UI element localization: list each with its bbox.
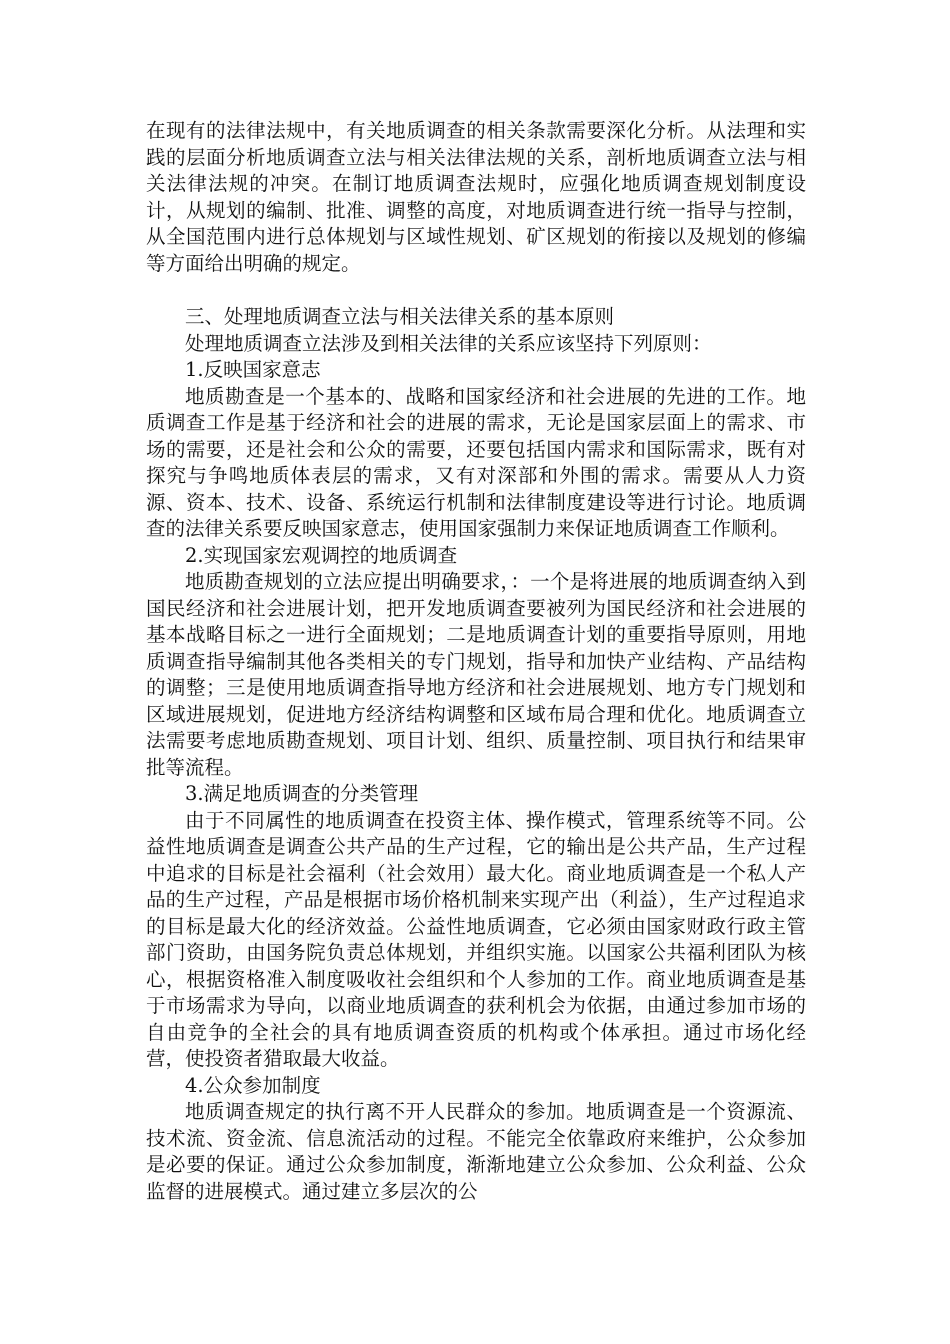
item-2-heading: 2.实现国家宏观调控的地质调查 bbox=[185, 543, 458, 567]
section-lead: 处理地质调查立法涉及到相关法律的关系应该坚持下列原则： bbox=[185, 331, 712, 355]
item-4-heading: 4.公众参加制度 bbox=[185, 1073, 321, 1097]
document-page bbox=[146, 118, 806, 1205]
item-1-body: 地质勘查是一个基本的、战略和国家经济和社会进展的先进的工作。地质调查工作是基于经济和社会的进展的需求，无论是国家层面上的需求、市场的需要，还是社会和公众的需要，还要包括国内需求和国际需求，既有对探究与争鸣地质体表层的需求，又有对深部和外围的需求。需要从人力资源、资本、技术、设备、系统运行机制和法律制度建设等进行讨论。地质调查的法律关系要反映国家意志，使用国家强制力来保证地质调查工作顺利。 bbox=[146, 384, 806, 540]
item-3-heading: 3.满足地质调查的分类管理 bbox=[185, 782, 419, 805]
intro-paragraph: 在现有的法律法规中，有关地质调查的相关条款需要深化分析。从法理和实践的层面分析地质调查立法与相关法律法规的关系，剖析地质调查立法与相关法律法规的冲突。在制订地质调查法规时，应强化地质调查规划制度设计，从规划的编制、批准、调整的高度，对地质调查进行统一指导与控制，从全国范围内进行总体规划与区域性规划、矿区规划的衔接以及规划的修编等方面给出明确的规定。 bbox=[146, 119, 806, 275]
section-heading: 三、处理地质调查立法与相关法律关系的基本原则 bbox=[185, 305, 615, 328]
paragraph-spacer bbox=[146, 277, 806, 304]
item-2-body: 地质勘查规划的立法应提出明确要求，：一个是将进展的地质调查纳入到国民经济和社会进展计划，把开发地质调查要被列为国民经济和社会进展的基本战略目标之一进行全面规划；二是地质调查计划的重要指导原则，用地质调查指导编制其他各类相关的专门规划，指导和加快产业结构、产品结构的调整；三是使用地质调查指导地方经济和社会进展规划、地方专门规划和区域进展规划，促进地方经济结构调整和区域布局合理和优化。地质调查立法需要考虑地质勘查规划、项目计划、组织、质量控制、项目执行和结果审批等流程。 bbox=[146, 570, 806, 779]
item-1-heading: 1.反映国家意志 bbox=[185, 358, 321, 381]
item-4-body: 地质调查规定的执行离不开人民群众的参加。地质调查是一个资源流、技术流、资金流、信息流活动的过程。不能完全依靠政府来维护，公众参加是必要的保证。通过公众参加制度，渐渐地建立公众参加、公众利益、公众监督的进展模式。通过建立多层次的公 bbox=[146, 1100, 806, 1203]
item-3-body: 由于不同属性的地质调查在投资主体、操作模式，管理系统等不同。公益性地质调查是调查公共产品的生产过程，它的输出是公共产品，生产过程中追求的目标是社会福利（社会效用）最大化。商业地质调查是一个私人产品的生产过程，产品是根据市场价格机制来实现产出（利益），生产过程追求的目标是最大化的经济效益。公益性地质调查，它必须由国家财政行政主管部门资助，由国务院负责总体规划，并组织实施。以国家公共福利团队为核心，根据资格准入制度吸收社会组织和个人参加的工作。商业地质调查是基于市场需求为导向，以商业地质调查的获利机会为依据，由通过参加市场的自由竞争的全社会的具有地质调查资质的机构或个体承担。通过市场化经营，使投资者猎取最大收益。 bbox=[146, 808, 806, 1070]
